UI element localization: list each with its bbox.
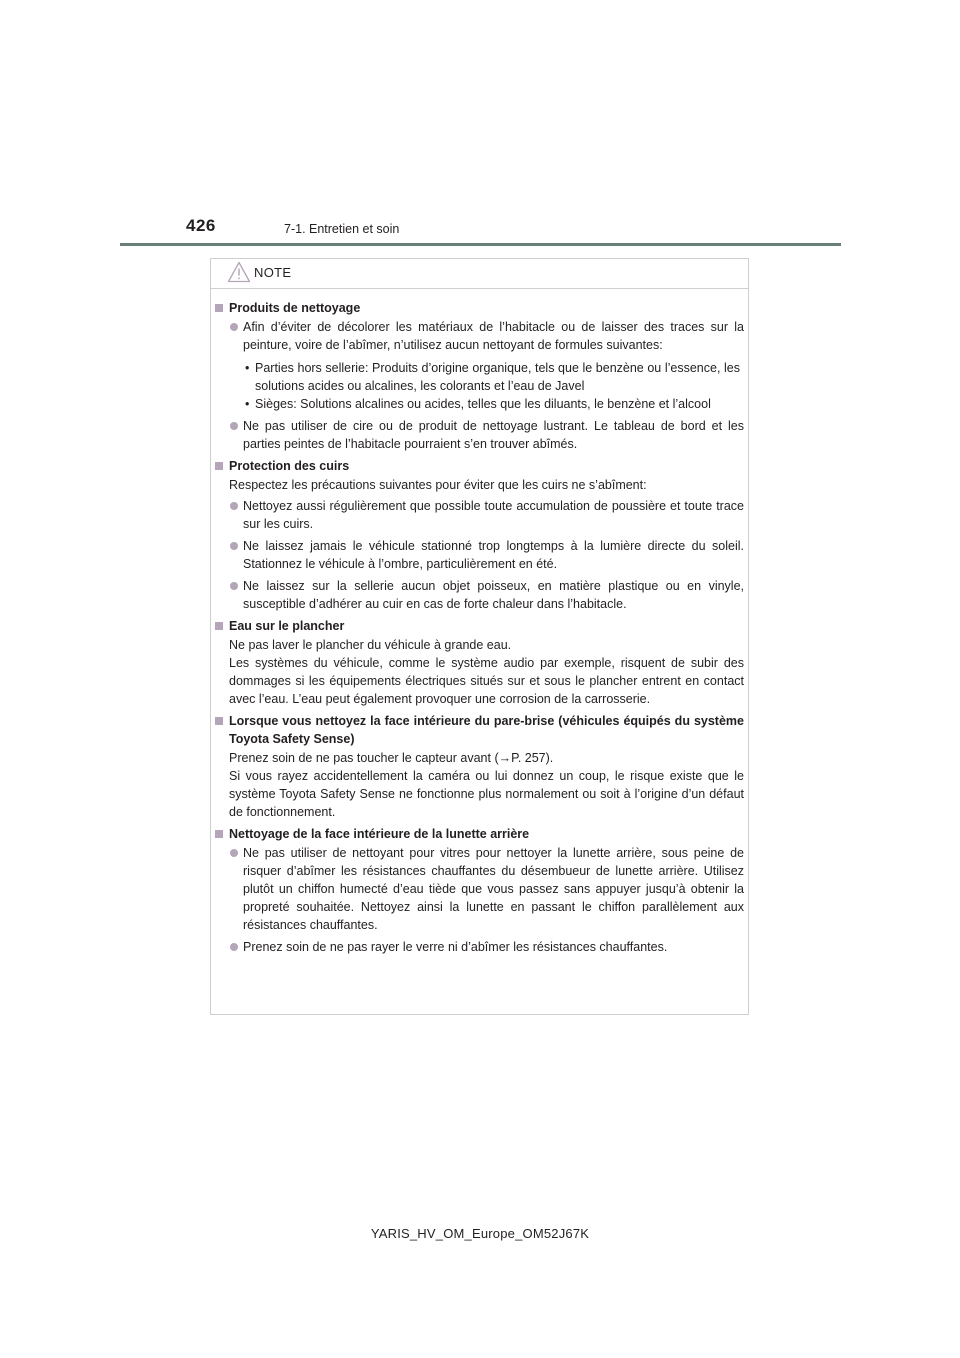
- square-bullet-icon: [215, 830, 223, 838]
- item-text: Nettoyez aussi régulièrement que possible toute accumulation de poussière et toute trace sur les cuirs.: [243, 499, 744, 531]
- note-box: [210, 258, 749, 1015]
- dot-bullet-icon: [230, 542, 238, 550]
- warning-triangle-icon: [227, 261, 251, 288]
- page-number: 426: [186, 216, 216, 235]
- dot-bullet-icon: [230, 943, 238, 951]
- sub-list-item: [215, 359, 744, 395]
- heading-text: Protection des cuirs: [229, 459, 350, 473]
- section-windshield: [215, 712, 744, 821]
- item-text: Ne pas utiliser de nettoyant pour vitres pour nettoyer la lunette arrière, sous peine de risquer d’abîmer les résistances chauffantes du désembueur de lunette arrière. Utilisez plutôt un chiffon humecté d’eau tiède que vous passez sans appuyer jusqu’à obtenir la propreté souhaitée. Nettoyez ainsi la lunette en passant le chiffon parallèlement aux résistances chauffantes.: [243, 846, 744, 932]
- section-heading: [215, 457, 744, 475]
- sub-list-item: [215, 395, 744, 413]
- section-cleaning-products: [215, 299, 744, 453]
- section-leather-protection: [215, 457, 744, 613]
- dot-bullet-icon: [230, 582, 238, 590]
- item-text: Ne laissez jamais le véhicule stationné trop longtemps à la lumière directe du soleil. Stationnez le véhicule à l’ombre, particulièrement en été.: [243, 539, 744, 571]
- list-item: [215, 318, 744, 354]
- item-text: Ne laissez sur la sellerie aucun objet poisseux, en matière plastique ou en vinyle, susceptible d’adhérer au cuir en cas de forte chaleur dans l’habitacle.: [243, 579, 744, 611]
- square-bullet-icon: [215, 462, 223, 470]
- dot-bullet-icon: [230, 849, 238, 857]
- section-heading: [215, 617, 744, 635]
- section-title: 7-1. Entretien et soin: [284, 222, 400, 236]
- list-item: [215, 537, 744, 573]
- square-bullet-icon: [215, 717, 223, 725]
- paragraph: Respectez les précautions suivantes pour éviter que les cuirs ne s’abîment:: [229, 478, 647, 492]
- list-item: [215, 844, 744, 934]
- section-heading: [215, 825, 744, 843]
- list-item: [215, 938, 744, 956]
- sub-bullet-icon: •: [245, 361, 250, 375]
- section-floor-water: [215, 617, 744, 708]
- sub-bullet-icon: •: [245, 397, 250, 411]
- heading-text: Nettoyage de la face intérieure de la lunette arrière: [229, 827, 530, 841]
- section-rear-window: [215, 825, 744, 956]
- heading-text: Lorsque vous nettoyez la face intérieure du pare-brise (véhicules équipés du système Toyota Safety Sense): [229, 714, 744, 746]
- dot-bullet-icon: [230, 502, 238, 510]
- sub-item-text: Parties hors sellerie: Produits d’origine organique, tels que le benzène ou l’essence, les solutions acides ou alcalines, les colorants et l’eau de Javel: [255, 361, 740, 393]
- sub-list: [215, 359, 744, 413]
- section-heading: [215, 299, 744, 317]
- list-item: [215, 497, 744, 533]
- document-footer: YARIS_HV_OM_Europe_OM52J67K: [370, 1226, 590, 1241]
- note-body: [215, 299, 744, 960]
- square-bullet-icon: [215, 304, 223, 312]
- dot-bullet-icon: [230, 323, 238, 331]
- square-bullet-icon: [215, 622, 223, 630]
- item-text: Ne pas utiliser de cire ou de produit de nettoyage lustrant. Le tableau de bord et les parties peintes de l’habitacle pourraient s’en trouver abîmés.: [243, 419, 744, 451]
- item-text: Afin d’éviter de décolorer les matériaux de l’habitacle ou de laisser des traces sur la peinture, voire de l’abîmer, n’utilisez aucun nettoyant de formules suivantes:: [243, 320, 744, 352]
- note-label: NOTE: [254, 265, 292, 280]
- paragraph: Si vous rayez accidentellement la caméra ou lui donnez un coup, le risque existe que le système Toyota Safety Sense ne fonctionne plus normalement ou soit à l’origine d’un défaut de fonctionnement.: [229, 769, 744, 819]
- sub-item-text: Sièges: Solutions alcalines ou acides, telles que les diluants, le benzène et l’alcool: [255, 397, 711, 411]
- paragraph: Les systèmes du véhicule, comme le système audio par exemple, risquent de subir des dommages si les équipements électriques situés sur et sous le plancher entrent en contact avec l’eau. L’eau peut également provoquer une corrosion de la carrosserie.: [229, 656, 744, 706]
- dot-bullet-icon: [230, 422, 238, 430]
- heading-text: Eau sur le plancher: [229, 619, 345, 633]
- header-rule: [120, 243, 841, 246]
- item-text: Prenez soin de ne pas rayer le verre ni d’abîmer les résistances chauffantes.: [243, 940, 668, 954]
- heading-text: Produits de nettoyage: [229, 301, 361, 315]
- paragraph: Ne pas laver le plancher du véhicule à grande eau.: [229, 638, 512, 652]
- list-item: [215, 577, 744, 613]
- paragraph: Prenez soin de ne pas toucher le capteur avant (→P. 257).: [229, 751, 554, 765]
- list-item: [215, 417, 744, 453]
- note-header: [211, 259, 748, 289]
- section-heading: [215, 712, 744, 748]
